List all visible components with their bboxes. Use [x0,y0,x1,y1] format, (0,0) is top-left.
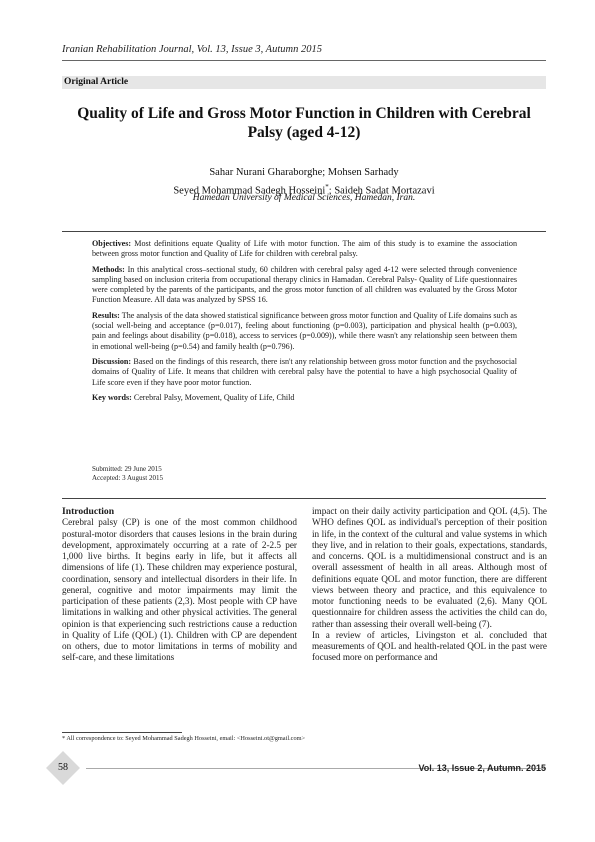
introduction-paragraph: Cerebral palsy (CP) is one of the most common childhood postural-motor disorders that causes lesions in the brain during development, approximately occurring at a rate of 2-2.5 per 1,000 live births. It begins early in life, but it affects all dimensions of life (1). These children may experience postural, coordination, sensory and intellectual disorders in their life. In general, cognitive and motor impairments may limit the participation of these patients (2,3). Most people with CP have limitations in walking and other physical activities. The general opinion is that experiencing such restrictions cause a reduction in Quality of Life (QOL) (1). Children with CP are dependent on others, due to motor limitations in terms of mobility and self-care, and these limitations [62,517,297,663]
affiliation: Hamedan University of Medical Sciences, Hamedan, Iran. [192,193,416,203]
authors-line-2-rest: ; Saideh Sadat Mortazavi [328,185,435,197]
keywords-label: Key words: [92,392,132,402]
discussion-text: Based on the findings of this research, there isn't any relationship between gross motor function and the psychosocial domains of Quality of Life. It means that children with cerebral palsy have the potential to have a high psychosocial Quality of Life score even if they have poor motor function. [92,356,517,387]
page-number: 58 [58,762,68,773]
header-rule [62,60,546,61]
footer-issue: Vol. 13, Issue 2, Autumn. 2015 [418,763,546,773]
body-column-left [62,506,297,664]
authors-line-1: Sahar Nurani Gharaborghe; Mohsen Sarhady [209,167,399,178]
body-column-right [312,506,547,664]
abstract-discussion [92,357,517,388]
journal-header: Iranian Rehabilitation Journal, Vol. 13, Issue 3, Autumn 2015 [62,44,322,55]
methods-text: In this analytical cross–sectional study, 60 children with cerebral palsy aged 4-12 were selected through convenience sampling based on inclusion criteria from occupational therapy clinics in Hamadan. Cerebral Palsy- Quality of Life questionnaires were completed by the parents of the participants, and the gross motor function of all children was evaluated by the Gross Motor Function Measure. All data was analyzed by SPSS 16. [92,264,517,305]
introduction-heading: Introduction [62,506,115,517]
submission-dates [92,465,163,483]
objectives-label: Objectives: [92,239,132,248]
body-paragraph-1: impact on their daily activity participation and QOL (4,5). The WHO defines QOL as individual's perception of their position in life, in the context of the cultural and value systems in which they live, and in relation to their goals, expectations, standards, and concerns. QOL is a multidimensional construct and is an overall assessment of health in all areas. Although most of definitions equate QOL and motor function, there are different views between theory and practice, and this equivalence to motor functioning needs to be evaluated (2,6). Many QOL questionnaire for children assess the activities the child can do, rather than assessing their overall well-being (7). [312,506,547,629]
abstract-keywords [92,393,517,403]
accepted-date: Accepted: 3 August 2015 [92,474,163,482]
abstract-methods [92,265,517,306]
abstract-objectives [92,239,517,260]
discussion-label: Discussion: [92,356,132,366]
abstract-rule-top [62,231,546,232]
abstract [92,239,517,408]
corresponding-author: Seyed Mohammad Sadegh Hosseini [173,185,326,197]
article-title: Quality of Life and Gross Motor Function in Children with Cerebral Palsy (aged 4-12) [77,105,531,141]
keywords-text: Cerebral Palsy, Movement, Quality of Life, Child [131,392,295,402]
body-paragraph-2: In a review of articles, Livingston et al. concluded that measurements of QOL and health-related QOL in the past were focused more on performance and [312,629,547,663]
corresponding-mark: * [325,183,329,191]
abstract-rule-bottom [62,498,546,499]
objectives-text: Most definitions equate Quality of Life with motor function. The aim of this study is to examine the association between gross motor function and Quality of Life for children with cerebral palsy. [92,239,517,259]
results-text: The analysis of the data showed statistical significance between gross motor function and Quality of Life domains such as (social well-being and acceptance (p=0.017), feeling about functioning (p=0.003), participation and physical health (p=0.003), pain and feelings about disability (p=0.018), access to services (p=0.009)), while there wasn't any relationship seen between them in emotional well-being (p=0.54) and family health (p=0.796). [92,310,517,351]
methods-label: Methods: [92,264,125,274]
abstract-results [92,311,517,352]
section-label: Original Article [64,77,129,87]
results-label: Results: [92,310,120,320]
section-bar [62,76,546,89]
footnote-rule [62,732,182,733]
correspondence-footnote: * All correspondence to: Seyed Mohammad Sadegh Hosseini, email: <Hosseini.ot@gmail.com> [62,735,306,742]
submitted-date: Submitted: 29 June 2015 [92,465,162,473]
